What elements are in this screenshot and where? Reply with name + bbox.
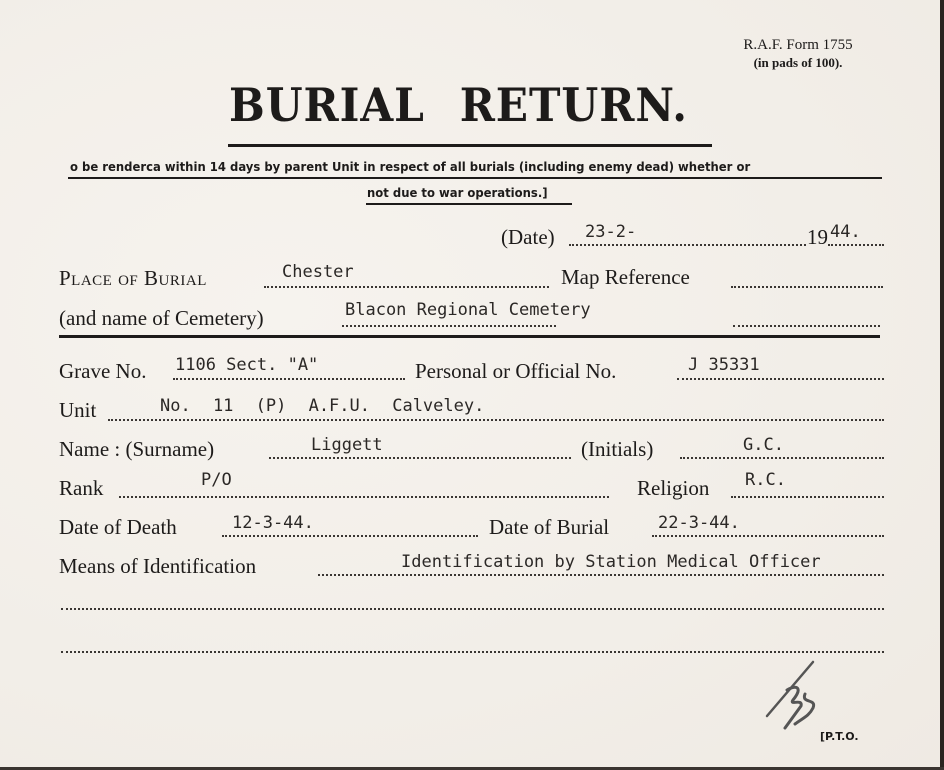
religion-dotted-line (731, 496, 884, 498)
official-no-dotted-line (677, 378, 884, 380)
date-of-burial-dotted-line (652, 535, 884, 537)
place-of-burial-dotted-line (264, 286, 549, 288)
surname-label: Name : (Surname) (59, 437, 215, 461)
religion-label: Religion (637, 476, 710, 500)
place-of-burial-label: Place of Burial (59, 266, 207, 290)
surname-dotted-line (269, 457, 571, 459)
official-no-value[interactable]: J 35331 (688, 355, 760, 375)
instruction-underline-2 (366, 203, 572, 205)
date-of-burial-label: Date of Burial (489, 515, 610, 539)
initials-dotted-line (680, 457, 884, 459)
blank-dotted-line-1[interactable] (61, 608, 884, 610)
grave-no-label: Grave No. (59, 359, 147, 383)
signature-icon (763, 660, 833, 730)
surname-value[interactable]: Liggett (311, 435, 383, 455)
instruction-line-1: o be renderca within 14 days by parent Unit in respect of all burials (including enemy dead) whether or (70, 159, 751, 174)
title-word-2: RETURN. (459, 78, 688, 132)
title-underline (228, 144, 712, 147)
cemetery-dotted-line-2 (733, 325, 880, 327)
page-title (229, 78, 688, 132)
form-number: R.A.F. Form 1755 (743, 37, 853, 53)
official-no-label: Personal or Official No. (415, 359, 617, 383)
title-word-1: BURIAL (229, 78, 425, 132)
instruction-line-2: not due to war operations.] (367, 185, 548, 200)
identification-label: Means of Identification (59, 554, 257, 578)
blank-dotted-line-2[interactable] (61, 651, 884, 653)
rank-value[interactable]: P/O (201, 470, 232, 490)
place-of-burial-value[interactable]: Chester (282, 262, 354, 282)
map-reference-field[interactable] (731, 286, 883, 288)
unit-value[interactable]: No. 11 (P) A.F.U. Calveley. (160, 396, 485, 416)
date-year-prefix: 19 (807, 225, 828, 249)
section-divider (59, 335, 880, 338)
grave-no-dotted-line (173, 378, 405, 380)
unit-dotted-line (108, 419, 884, 421)
rank-label: Rank (59, 476, 104, 500)
please-turn-over-note: [P.T.O. (820, 730, 859, 743)
cemetery-dotted-line (342, 325, 556, 327)
pads-note: (in pads of 100). (753, 55, 843, 70)
date-year-value[interactable]: 44. (830, 222, 861, 242)
identification-value[interactable]: Identification by Station Medical Officer (401, 552, 821, 572)
initials-value[interactable]: G.C. (743, 435, 784, 455)
identification-dotted-line (318, 574, 884, 576)
unit-label: Unit (59, 398, 97, 422)
date-dotted-line (569, 244, 806, 246)
date-day-month-value[interactable]: 23-2- (585, 222, 637, 242)
date-of-death-label: Date of Death (59, 515, 177, 539)
religion-value[interactable]: R.C. (745, 470, 786, 490)
form-number-block (712, 37, 884, 71)
cemetery-label: (and name of Cemetery) (59, 306, 264, 330)
cemetery-value[interactable]: Blacon Regional Cemetery (345, 300, 591, 320)
grave-no-value[interactable]: 1106 Sect. "A" (175, 355, 319, 375)
instruction-underline-1 (68, 177, 882, 179)
map-reference-label: Map Reference (561, 265, 690, 289)
initials-label: (Initials) (581, 437, 654, 461)
paper-edge (940, 0, 944, 770)
date-of-death-value[interactable]: 12-3-44. (232, 513, 314, 533)
date-of-death-dotted-line (222, 535, 478, 537)
date-year-dotted-line (828, 244, 884, 246)
date-label: (Date) (501, 225, 555, 249)
rank-dotted-line (119, 496, 609, 498)
date-of-burial-value[interactable]: 22-3-44. (658, 513, 740, 533)
